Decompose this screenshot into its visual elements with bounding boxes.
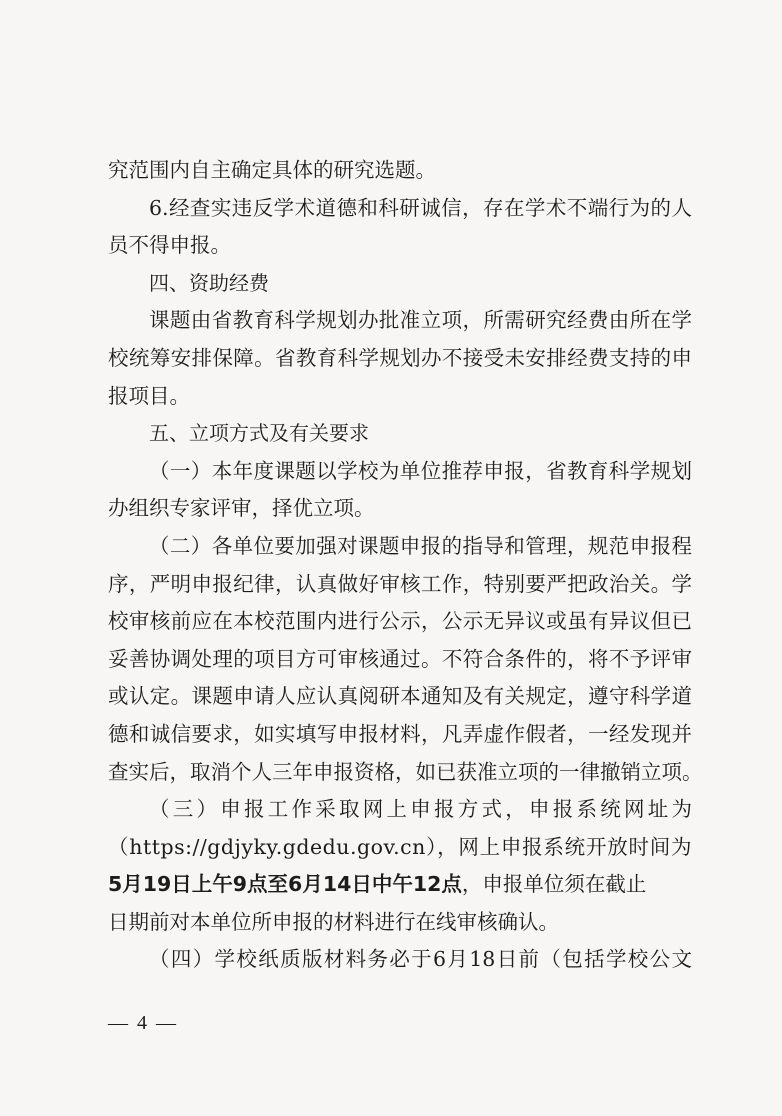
paragraph-line: 课题由省教育科学规划办批准立项，所需研究经费由所在学: [149, 308, 692, 333]
paragraph-line: 办组织专家评审，择优立项。: [108, 496, 375, 521]
paragraph-line: （二）各单位要加强对课题申报的指导和管理，规范申报程: [149, 533, 692, 558]
paragraph-line: （三）申报工作采取网上申报方式，申报系统网址为: [149, 797, 692, 822]
paragraph-line: 日期前对本单位所申报的材料进行在线审核确认。: [108, 909, 559, 934]
paragraph-line: （一）本年度课题以学校为单位推荐申报，省教育科学规划: [149, 458, 692, 483]
paragraph-line: 报项目。: [108, 383, 190, 408]
deadline-line: [108, 866, 692, 904]
section-heading-approval: 五、立项方式及有关要求: [149, 421, 369, 446]
paragraph-line: 德和诚信要求，如实填写申报材料，凡弄虚作假者，一经发现并: [108, 721, 692, 746]
document-body: [108, 152, 703, 979]
paragraph-line: 妥善协调处理的项目方可审核通过。不符合条件的，将不予评审: [108, 646, 692, 671]
paragraph-line: 或认定。课题申请人应认真阅研本通知及有关规定，遵守科学道: [108, 684, 692, 709]
paragraph-line: 员不得申报。: [108, 233, 231, 258]
paragraph-line: 校统筹安排保障。省教育科学规划办不接受未安排经费支持的申: [108, 345, 692, 370]
url-line: （https://gdjyky.gdedu.gov.cn），网上申报系统开放时间为: [108, 834, 692, 859]
deadline-rest-text: ，申报单位须在截止: [461, 872, 647, 897]
deadline-bold-text: 5月19日上午9点至6月14日中午12点: [108, 872, 462, 897]
page-number: — 4 —: [108, 1012, 178, 1034]
paragraph-line: 序，严明申报纪律，认真做好审核工作，特别要严把政治关。学: [108, 571, 692, 596]
paragraph-line: 查实后，取消个人三年申报资格，如已获准立项的一律撤销立项。: [108, 759, 703, 784]
section-heading-funding: 四、资助经费: [149, 270, 269, 295]
paragraph-line: 6.经查实违反学术道德和科研诚信，存在学术不端行为的人: [149, 195, 692, 220]
paragraph-line: 究范围内自主确定具体的研究选题。: [108, 158, 436, 182]
paragraph-line: （四）学校纸质版材料务必于6月18日前（包括学校公文: [149, 947, 692, 972]
paragraph-line: 校审核前应在本校范围内进行公示，公示无异议或虽有异议但已: [108, 609, 692, 634]
